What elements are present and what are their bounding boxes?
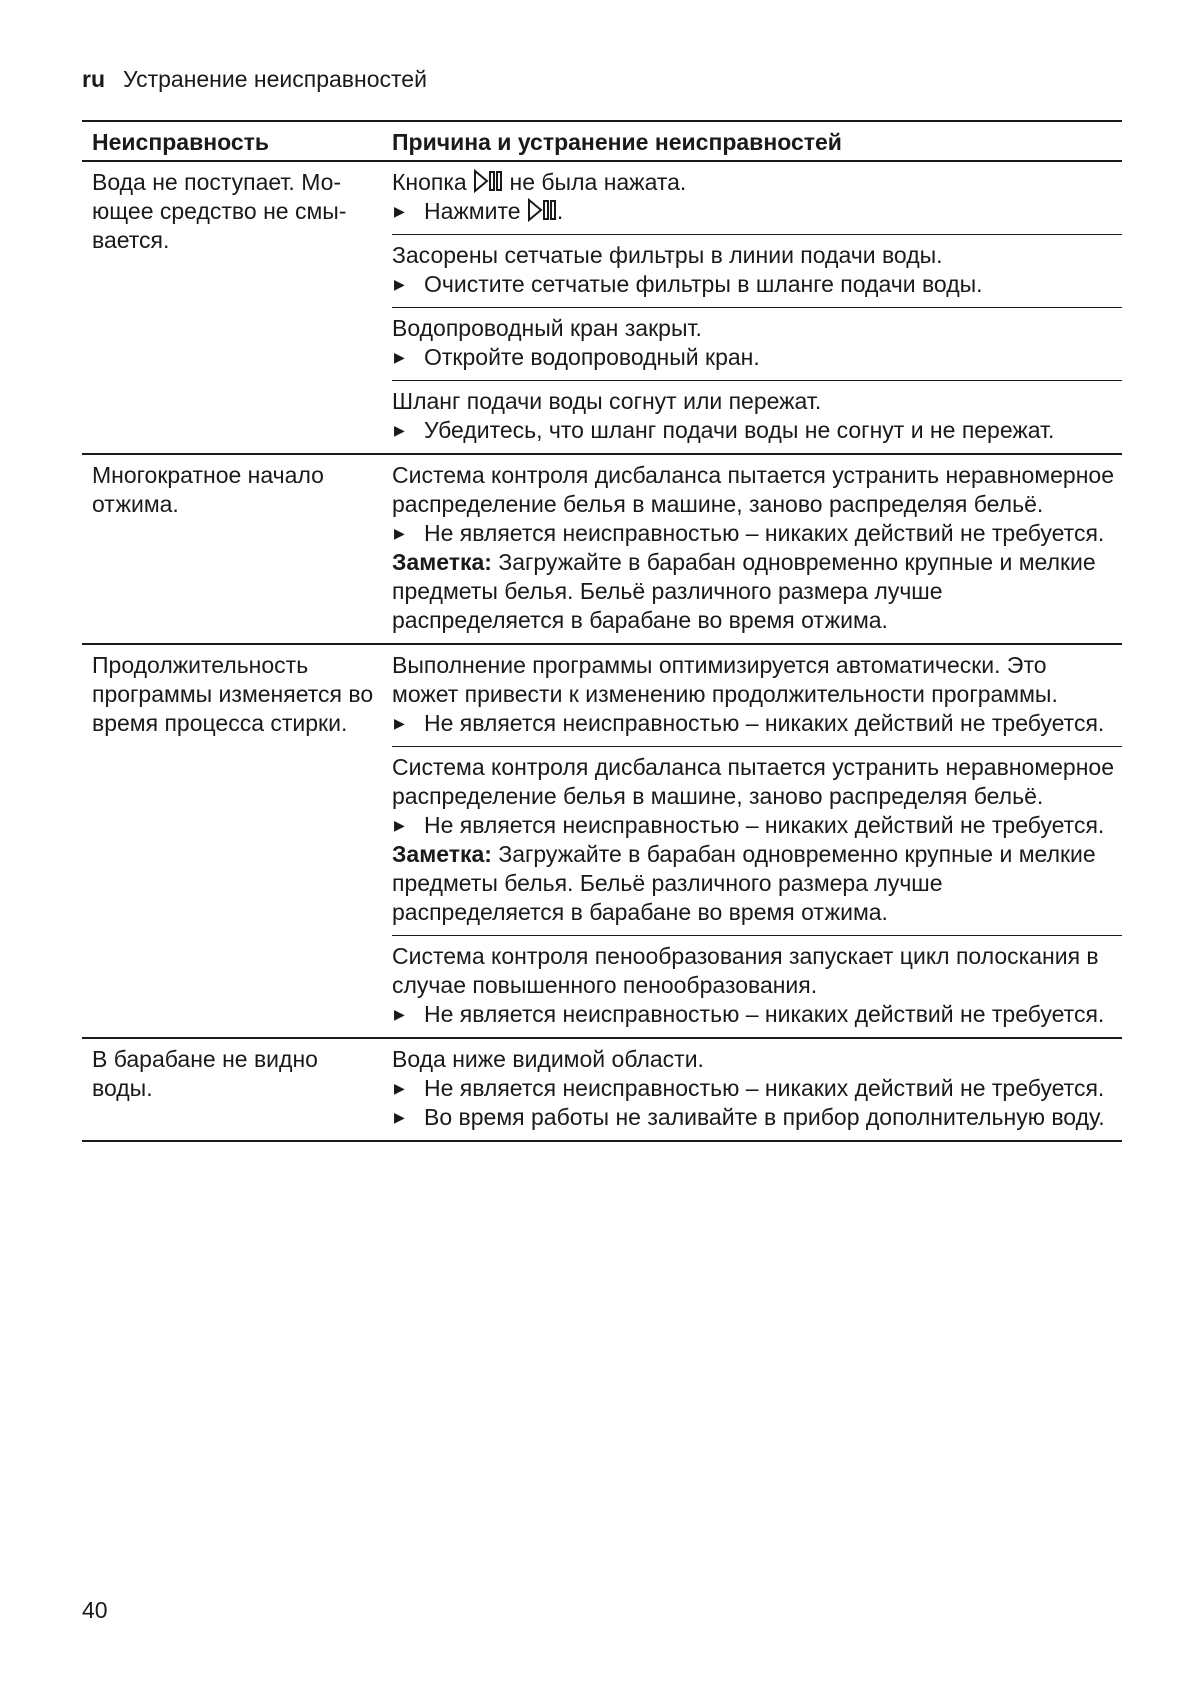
cause-text: Система контроля дисбаланса пытается устранить неравномерное распределение белья в машине, заново распределяя бельё. bbox=[392, 754, 1114, 809]
remedy-text-part: Нажмите bbox=[424, 198, 521, 224]
column-header-cause: Причина и устранение неисправностей bbox=[392, 129, 842, 155]
remedy-text: Откройте водопроводный кран. bbox=[424, 344, 760, 370]
note bbox=[392, 840, 1116, 927]
remedy-text: Не является неисправностью – никаких действий не требуется. bbox=[424, 1001, 1105, 1027]
remedy-item bbox=[392, 811, 1116, 840]
cause-text-part: не была нажата. bbox=[509, 169, 687, 195]
cause-text: Система контроля дисбаланса пытается устранить неравномерное распределение белья в машине, заново распределяя бельё. bbox=[392, 462, 1114, 517]
cause-text bbox=[392, 168, 1116, 197]
table-header bbox=[82, 122, 1122, 162]
table-row bbox=[82, 453, 1122, 643]
troubleshooting-table bbox=[82, 120, 1122, 1142]
cause-block bbox=[392, 307, 1122, 380]
table-row bbox=[82, 1037, 1122, 1140]
cause-text: Выполнение программы оптимизируется автоматически. Это может привести к изменению продолжительности программы. bbox=[392, 652, 1058, 707]
remedy-item bbox=[392, 1074, 1116, 1103]
fault-cell: Продолжительность программы изменяется во время процесса стирки. bbox=[92, 652, 374, 736]
column-header-fault: Неисправность bbox=[92, 129, 270, 155]
remedy-item bbox=[392, 709, 1116, 738]
bullet-arrow-icon: ▶ bbox=[394, 422, 405, 438]
remedy-item bbox=[392, 270, 1116, 299]
start-pause-icon bbox=[473, 169, 503, 193]
remedy-text bbox=[424, 197, 1116, 226]
causes-cell bbox=[392, 645, 1122, 1037]
bullet-arrow-icon: ▶ bbox=[394, 203, 405, 219]
cause-text: Водопроводный кран закрыт. bbox=[392, 315, 702, 341]
table-row bbox=[82, 643, 1122, 1037]
causes-cell bbox=[392, 162, 1122, 453]
cause-text: Засорены сетчатые фильтры в линии подачи воды. bbox=[392, 242, 943, 268]
cause-text: Система контроля пенообразования запускает цикл полоскания в случае повышенного пенообразования. bbox=[392, 943, 1099, 998]
cause-text: Вода ниже видимой области. bbox=[392, 1046, 704, 1072]
causes-cell bbox=[392, 1039, 1122, 1140]
remedy-text: Не является неисправностью – никаких действий не требуется. bbox=[424, 710, 1105, 736]
remedy-text: Во время работы не заливайте в прибор дополнительную воду. bbox=[424, 1104, 1105, 1130]
remedy-text: Не является неисправностью – никаких действий не требуется. bbox=[424, 812, 1105, 838]
remedy-item bbox=[392, 416, 1116, 445]
remedy-text: Не является неисправностью – никаких действий не требуется. bbox=[424, 1075, 1105, 1101]
bullet-arrow-icon: ▶ bbox=[394, 715, 405, 731]
cause-block bbox=[392, 234, 1122, 307]
note-text: Загружайте в барабан одновременно крупные и мелкие предметы белья. Бельё различного размера лучше распределяется в барабане во время отжима. bbox=[392, 841, 1096, 925]
note-text: Загружайте в барабан одновременно крупные и мелкие предметы белья. Бельё различного размера лучше распределяется в барабане во время отжима. bbox=[392, 549, 1096, 633]
remedy-item bbox=[392, 197, 1116, 226]
cause-block bbox=[392, 935, 1122, 1037]
remedy-text-part: . bbox=[556, 198, 564, 224]
cause-block bbox=[392, 162, 1122, 234]
remedy-item bbox=[392, 343, 1116, 372]
page-number: 40 bbox=[82, 1597, 108, 1623]
language-code: ru bbox=[82, 66, 105, 92]
remedy-text: Не является неисправностью – никаких действий не требуется. bbox=[424, 520, 1105, 546]
note-label: Заметка: bbox=[392, 549, 492, 575]
remedy-text: Очистите сетчатые фильтры в шланге подачи воды. bbox=[424, 271, 983, 297]
remedy-text: Убедитесь, что шланг подачи воды не согнут и не пережат. bbox=[424, 417, 1055, 443]
bullet-arrow-icon: ▶ bbox=[394, 1080, 405, 1096]
cause-text: Шланг подачи воды согнут или пережат. bbox=[392, 388, 822, 414]
bullet-arrow-icon: ▶ bbox=[394, 1006, 405, 1022]
table-row bbox=[82, 162, 1122, 453]
fault-cell: Многократное начало отжима. bbox=[92, 462, 324, 517]
note-label: Заметка: bbox=[392, 841, 492, 867]
cause-text-part: Кнопка bbox=[392, 169, 467, 195]
cause-block bbox=[392, 645, 1122, 746]
page-header bbox=[82, 64, 427, 94]
bullet-arrow-icon: ▶ bbox=[394, 1109, 405, 1125]
causes-cell bbox=[392, 455, 1122, 643]
remedy-item bbox=[392, 1103, 1116, 1132]
section-title: Устранение неисправностей bbox=[123, 66, 427, 92]
bullet-arrow-icon: ▶ bbox=[394, 525, 405, 541]
bullet-arrow-icon: ▶ bbox=[394, 349, 405, 365]
remedy-item bbox=[392, 1000, 1116, 1029]
cause-block bbox=[392, 1039, 1122, 1140]
bullet-arrow-icon: ▶ bbox=[394, 817, 405, 833]
fault-cell: Вода не поступает. Моющее средство не смывается. bbox=[92, 169, 347, 253]
start-pause-icon bbox=[527, 198, 557, 222]
cause-block bbox=[392, 380, 1122, 453]
cause-block bbox=[392, 746, 1122, 935]
bullet-arrow-icon: ▶ bbox=[394, 276, 405, 292]
fault-cell: В барабане не видно воды. bbox=[92, 1046, 318, 1101]
remedy-item bbox=[392, 519, 1116, 548]
cause-block bbox=[392, 455, 1122, 643]
note bbox=[392, 548, 1116, 635]
